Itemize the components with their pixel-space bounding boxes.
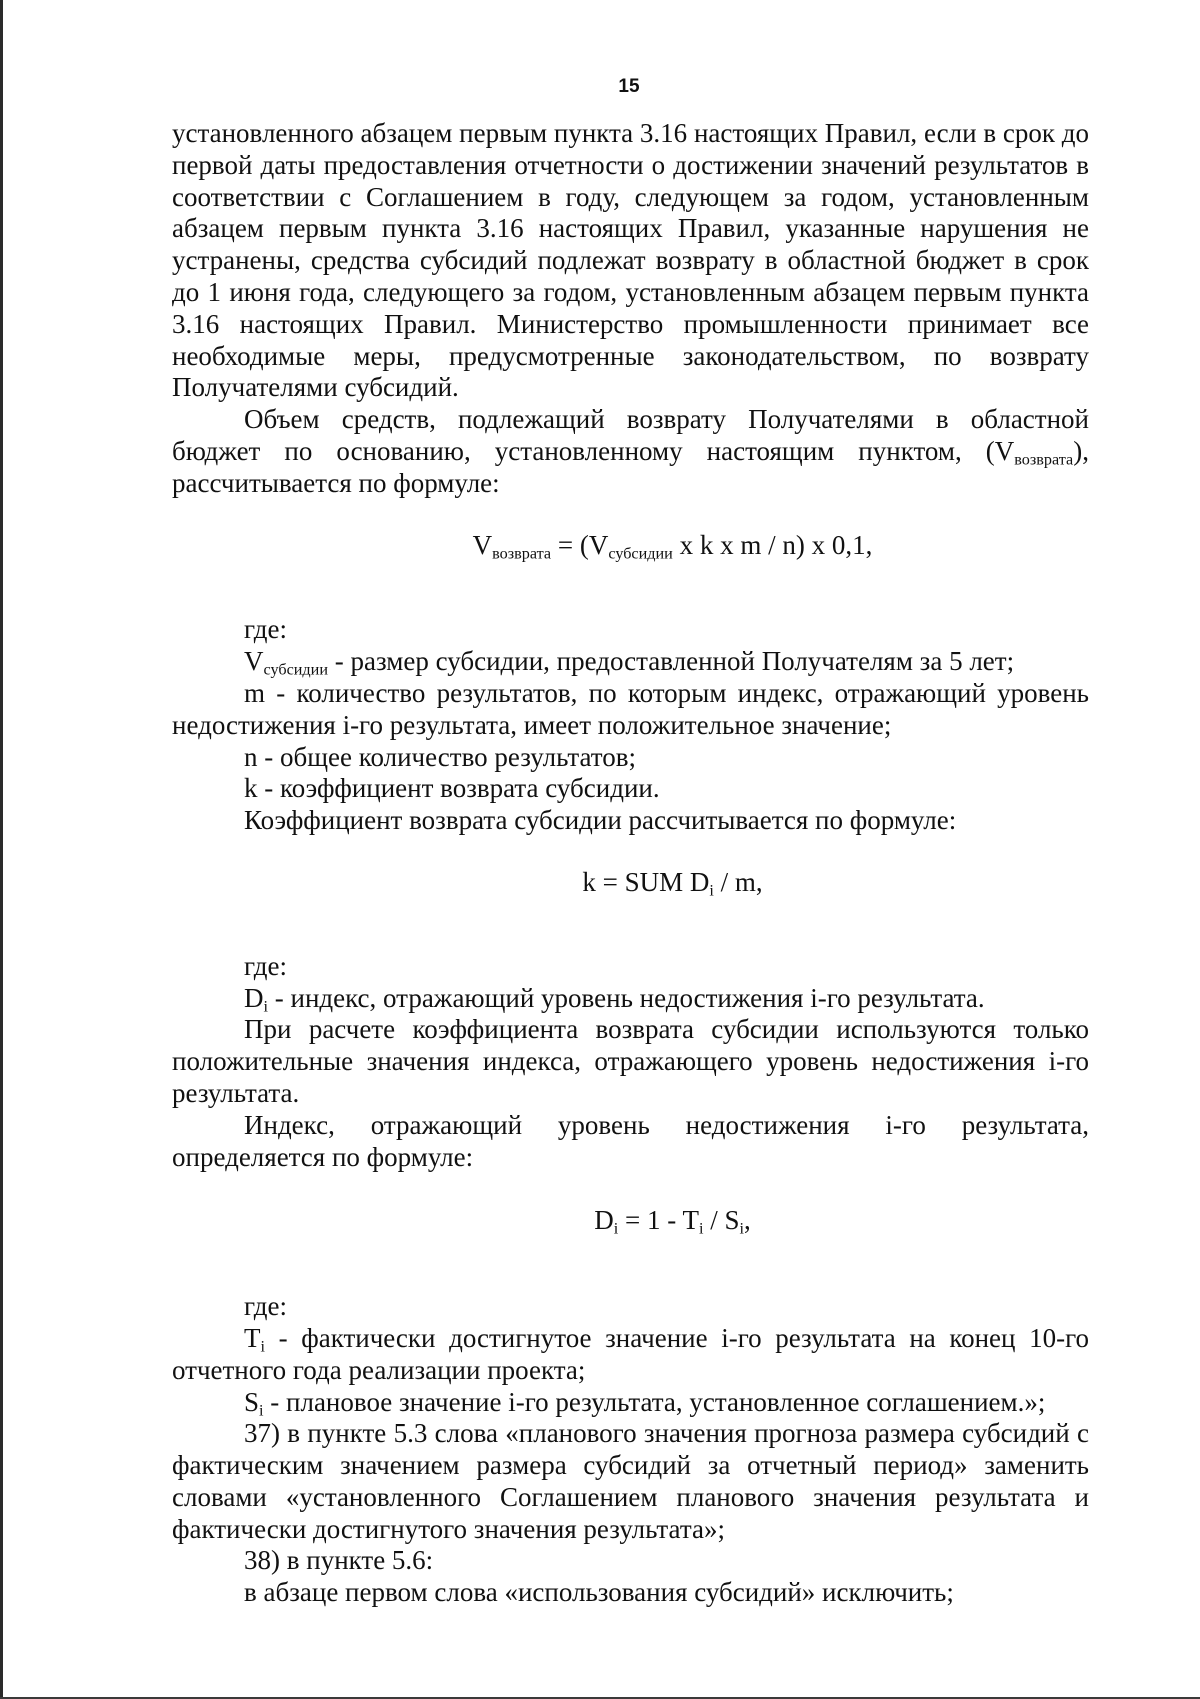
paragraph-text: Объем средств, подлежащий возврату Получателями в областной бюджет по основанию, установленному настоящим пунктом, (V (172, 404, 1089, 466)
coefficient-formula-intro: Коэффициент возврата субсидии рассчитывается по формуле: (244, 805, 957, 836)
paragraph-continuation: установленного абзацем первым пункта 3.16 настоящих Правил, если в срок до первой даты предоставления отчетности о достижении значений результатов в соответствии с Соглашением в году, следующем за годом, установленным абзацем первым пункта 3.16 настоящих Правил, указанные нарушения не устранены, средства субсидий подлежат возврату в областной бюджет в срок до 1 июня года, следующего за годом, установленным абзацем первым пункта 3.16 настоящих Правил. Министерство промышленности принимает все необходимые меры, предусмотренные законодательством, по возврату Получателями субсидий. (172, 118, 1089, 403)
definition-ti (172, 1323, 1089, 1387)
formula-part: / m, (713, 866, 763, 897)
subscript: i (709, 881, 714, 900)
definition-di (172, 983, 1089, 1015)
definition-symbol: T (244, 1322, 261, 1353)
definition-text: - размер субсидии, предоставленной Получателям за 5 лет; (328, 646, 1015, 677)
paragraph-text: ), рассчитывается по формуле: (172, 435, 1089, 498)
item-38: 38) в пункте 5.6: (244, 1545, 434, 1576)
definition-symbol: S (244, 1386, 260, 1417)
document-body (172, 118, 1089, 1609)
definition-v-subsidy (172, 646, 1089, 678)
formula-part: = (V (551, 529, 609, 560)
paragraph-positive-values: При расчете коэффициента возврата субсидии используются только положительные значения индекса, отражающего уровень недостижения i-го результата. (172, 1014, 1089, 1108)
item-37: 37) в пункте 5.3 слова «планового значения прогноза размера субсидий с фактическим значением размера субсидий за отчетный период» заменить словами «установленного Соглашением планового значения результата и фактически достигнутого значения результата»; (172, 1418, 1089, 1544)
scan-left-edge (0, 0, 3, 1699)
subscript: субсидии (608, 544, 673, 563)
definition-symbol: V (244, 646, 264, 677)
where-label: где: (244, 1291, 287, 1322)
where-label: где: (244, 950, 287, 981)
paragraph-index-intro: Индекс, отражающий уровень недостижения i-го результата, определяется по формуле: (172, 1109, 1089, 1172)
definition-si (172, 1387, 1089, 1419)
subscript: i (698, 1219, 704, 1238)
subscript: i (263, 997, 268, 1016)
item-38-paragraph-1: в абзаце первом слова «использования субсидий» исключить; (244, 1577, 954, 1608)
formula-part: V (472, 529, 493, 560)
definition-text: - фактически достигнутое значение i-го результата на конец 10-го отчетного года реализации проекта; (172, 1322, 1089, 1385)
formula-part: = 1 - T (618, 1205, 699, 1236)
formula-return-volume (172, 530, 1089, 562)
formula-index (172, 1205, 1089, 1237)
definition-text: - плановое значение i-го результата, установленное соглашением.»; (263, 1386, 1046, 1417)
definition-k: k - коэффициент возврата субсидии. (244, 773, 660, 804)
subscript: i (613, 1219, 619, 1238)
where-label: где: (244, 614, 287, 645)
subscript: i (739, 1219, 744, 1238)
formula-coefficient (172, 867, 1089, 899)
subscript: субсидии (263, 660, 328, 679)
subscript: i (259, 1401, 264, 1420)
formula-part: / S (703, 1205, 740, 1236)
page-number: 15 (618, 76, 640, 97)
subscript: возврата (1014, 450, 1074, 469)
formula-part: k = SUM D (582, 866, 710, 897)
formula-part: , (744, 1205, 751, 1236)
definition-m: m - количество результатов, по которым индекс, отражающий уровень недостижения i-го результата, имеет положительное значение; (172, 677, 1089, 740)
paragraph-return-volume (172, 404, 1089, 499)
subscript: i (260, 1337, 265, 1356)
formula-part: D (594, 1205, 614, 1236)
formula-part: x k x m / n) x 0,1, (672, 529, 873, 560)
definition-n: n - общее количество результатов; (244, 741, 636, 772)
definition-symbol: D (244, 982, 264, 1013)
subscript: возврата (492, 544, 552, 563)
definition-text: - индекс, отражающий уровень недостижения i-го результата. (268, 982, 985, 1013)
